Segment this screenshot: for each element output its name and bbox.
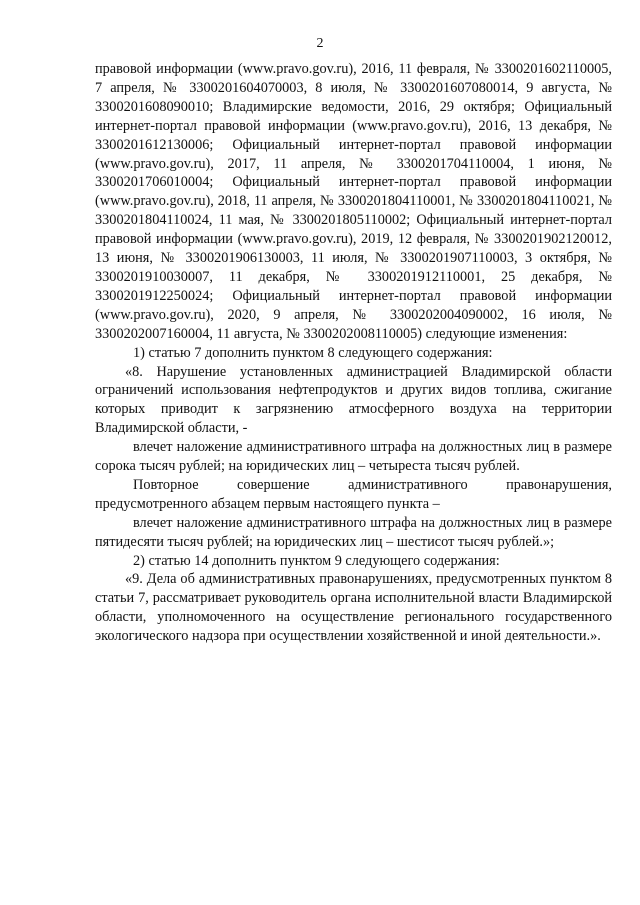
article-14-point-9-text: «9. Дела об административных правонарушениях, предусмотренных пунктом 8 статьи 7, рассматривает руководитель органа исполнительной власти Владимирской области, уполномоченного на осуществление регионального государственного экологического надзора при осуществлении хозяйственной и иной деятельности.».	[95, 571, 612, 645]
document-body	[95, 60, 612, 646]
article-7-point-8-penalty-2: влечет наложение административного штрафа на должностных лиц в размере пятидесяти тысяч рублей; на юридических лиц – шестисот тысяч рублей.»;	[95, 514, 612, 550]
sources-paragraph: правовой информации (www.pravo.gov.ru), 2016, 11 февраля, № 3300201602110005, 7 апреля, № 3300201604070003, 8 июля, № 3300201607080014, 9 августа, № 3300201608090010; Владимирские ведомости, 2016, 29 октября; Официальный интернет-портал правовой информации (www.pravo.gov.ru), 2016, 13 декабря, № 3300201612130006; Официальный интернет-портал правовой информации (www.pravo.gov.ru), 2017, 11 апреля, № 3300201704110004, 1 июня, № 3300201706010004; Официальный интернет-портал правовой информации (www.pravo.gov.ru), 2018, 11 апреля, № 3300201804110001, № 3300201804110021, № 3300201804110024, 11 мая, № 3300201805110002; Официальный интернет-портал правовой информации (www.pravo.gov.ru), 2019, 12 февраля, № 3300201902120012, 13 июня, № 3300201906130003, 11 июля, № 3300201907110003, 3 октября, № 3300201910030007, 11 декабря, № 3300201912110001, 25 декабря, № 3300201912250024; Официальный интернет-портал правовой информации (www.pravo.gov.ru), 2020, 9 апреля, № 3300202004090002, 16 июля, № 3300202007160004, 11 августа, № 3300202008110005) следующие изменения:	[95, 61, 612, 342]
item-2-intro: 2) статью 14 дополнить пунктом 9 следующего содержания:	[133, 552, 500, 569]
item-1-intro: 1) статью 7 дополнить пунктом 8 следующего содержания:	[133, 344, 493, 361]
article-7-point-8-text: «8. Нарушение установленных администрацией Владимирской области ограничений использования нефтепродуктов и других видов топлива, сжигание которых приводит к загрязнению атмосферного воздуха на территории Владимирской области, -	[95, 363, 612, 437]
article-7-point-8-repeat: Повторное совершение административного правонарушения, предусмотренного абзацем первым настоящего пункта –	[95, 476, 612, 512]
page-number: 2	[316, 36, 324, 51]
article-7-point-8-penalty-1: влечет наложение административного штрафа на должностных лиц в размере сорока тысяч рублей; на юридических лиц – четыреста тысяч рублей.	[95, 439, 612, 475]
